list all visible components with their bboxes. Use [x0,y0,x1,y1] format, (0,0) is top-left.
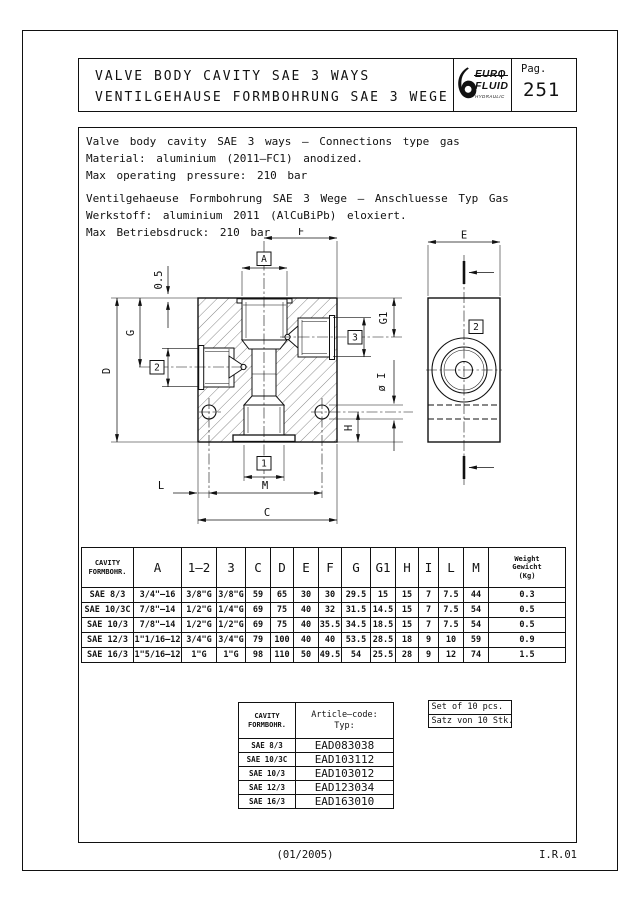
table-cell: 9 [419,633,439,648]
table-cell: 18.5 [371,618,396,633]
logo-hydraulic: HYDRAULIC [475,94,505,99]
table-cell: 34.5 [342,618,371,633]
table-cell: 53.5 [342,633,371,648]
table-cell: EAD163010 [296,795,394,809]
column-header: D [271,548,294,588]
table-cell: 40 [294,618,319,633]
table-cell: EAD103012 [296,767,394,781]
logo [453,59,511,111]
column-header: 1–2 [182,548,217,588]
table-cell: SAE 16/3 [239,795,296,809]
table-cell: 10 [439,633,464,648]
column-header: M [464,548,489,588]
table-cell: 3/8"G [182,588,217,603]
table-cell: 1"5/16–12 [134,648,182,663]
table-row [239,739,394,753]
column-header: G1 [371,548,396,588]
table-cell: 0.9 [489,633,566,648]
table-cell: 29.5 [342,588,371,603]
table-row [239,795,394,809]
table-cell: SAE 16/3 [82,648,134,663]
table-cell: SAE 10/3C [82,603,134,618]
table-row [239,767,394,781]
page-number-label: Pag. [521,63,547,75]
table-cell: 15 [396,618,419,633]
dim-label-m: M [261,480,269,492]
table-cell: 49.5 [319,648,342,663]
table-cell: 0.5 [489,618,566,633]
set-info-en: Set of 10 pcs. [429,701,511,715]
table-cell: 7 [419,618,439,633]
column-header: F [319,548,342,588]
dim-label-dia-i: ø I [376,372,388,392]
footer-reference: I.R.01 [539,849,577,861]
port-label-3: 3 [352,332,358,344]
table-cell: SAE 12/3 [82,633,134,648]
column-header: 3 [217,548,246,588]
column-header: A [134,548,182,588]
table-cell: 75 [271,618,294,633]
table-cell: 7/8"–14 [134,603,182,618]
port-label-2: 2 [154,362,160,374]
table-cell: 40 [294,603,319,618]
table-cell: 3/4"G [182,633,217,648]
table-cell: 54 [342,648,371,663]
table-cell: EAD103112 [296,753,394,767]
table-cell: 1"1/16–12 [134,633,182,648]
page-title-de: VENTILGEHAUSE FORMBOHRUNG SAE 3 WEGE [95,90,449,105]
header [78,58,577,112]
dim-label-d: D [101,367,113,375]
table-cell: 31.5 [342,603,371,618]
column-header: Article–code: Typ: [296,703,394,739]
table-cell: 3/4"–16 [134,588,182,603]
table-row [82,603,566,618]
column-header: CAVITY FORMBOHR. [82,548,134,588]
table-cell: EAD123034 [296,781,394,795]
table-cell: 7 [419,603,439,618]
description-line: Werkstoff: aluminium 2011 (AlCuBiPb) eloxiert. [86,209,407,222]
dim-label-e: E [460,229,468,242]
table-row [239,781,394,795]
table-cell: 3/8"G [217,588,246,603]
table-cell: 1/4"G [217,603,246,618]
table-cell: 1"G [217,648,246,663]
dim-label-a: A [261,254,267,265]
dim-label-f: F [297,228,305,238]
table-cell: 7/8"–14 [134,618,182,633]
dim-label-h: H [343,424,355,432]
table-cell: 50 [294,648,319,663]
column-header: G [342,548,371,588]
table-cell: 7.5 [439,588,464,603]
table-cell: 54 [464,603,489,618]
table-cell: 35.5 [319,618,342,633]
column-header: E [294,548,319,588]
table-row [82,618,566,633]
table-cell: 14.5 [371,603,396,618]
column-header: Weight Gewicht (Kg) [489,548,566,588]
table-cell: 40 [294,633,319,648]
table-cell: 1.5 [489,648,566,663]
column-header: H [396,548,419,588]
table-cell: 0.5 [489,603,566,618]
page-number: 251 [523,79,561,101]
description-line: Max operating pressure: 210 bar [86,169,308,182]
port-label-2-side: 2 [473,322,479,333]
table-row [82,588,566,603]
dim-label-offset: 0.5 [153,270,165,290]
table-cell: SAE 10/3C [239,753,296,767]
table-cell: SAE 10/3 [82,618,134,633]
column-header: C [246,548,271,588]
table-cell: 0.3 [489,588,566,603]
logo-text [475,69,508,99]
table-cell: 9 [419,648,439,663]
article-code-table [238,702,394,809]
table-cell: 25.5 [371,648,396,663]
description-line: Max Betriebsdruck: 210 bar [86,226,271,239]
table-cell: EAD083038 [296,739,394,753]
table-row [82,633,566,648]
front-view [198,298,337,442]
column-header: CAVITY FORMBOHR. [239,703,296,739]
technical-drawing [95,228,555,538]
dim-label-g: G [125,329,137,337]
footer-date: (01/2005) [276,849,334,861]
logo-fluid: FLUID [475,80,509,92]
logo-strike-line [474,75,508,76]
table-cell: 7 [419,588,439,603]
table-cell: 15 [371,588,396,603]
table-cell: 30 [294,588,319,603]
table-cell: 54 [464,618,489,633]
table-row [82,648,566,663]
description-line: Valve body cavity SAE 3 ways – Connections type gas [86,135,460,148]
table-cell: SAE 10/3 [239,767,296,781]
description-line: Ventilgehaeuse Formbohrung SAE 3 Wege – Anschluesse Typ Gas [86,192,509,205]
table-cell: 59 [464,633,489,648]
table-cell: 1/2"G [217,618,246,633]
set-info-box [428,700,512,728]
table-cell: 59 [246,588,271,603]
port-label-1: 1 [261,458,267,470]
table-cell: 75 [271,603,294,618]
table-cell: 110 [271,648,294,663]
table-cell: SAE 8/3 [239,739,296,753]
table-cell: 3/4"G [217,633,246,648]
table-cell: 1/2"G [182,618,217,633]
dim-label-g1: G1 [378,311,390,325]
table-cell: 28.5 [371,633,396,648]
table-cell: 40 [319,633,342,648]
table-cell: 65 [271,588,294,603]
dim-label-c: C [263,507,271,519]
description-en [86,133,509,184]
table-cell: 15 [396,588,419,603]
column-header: I [419,548,439,588]
table-cell: 44 [464,588,489,603]
table-cell: 69 [246,603,271,618]
table-row [239,753,394,767]
page-number-cell [511,59,576,111]
table-cell: 32 [319,603,342,618]
table-cell: 15 [396,603,419,618]
table-cell: 69 [246,618,271,633]
table-cell: SAE 8/3 [82,588,134,603]
table-cell: 98 [246,648,271,663]
table-cell: 1/2"G [182,603,217,618]
table-cell: 74 [464,648,489,663]
table-cell: 12 [439,648,464,663]
table-cell: 30 [319,588,342,603]
title-block [79,59,453,111]
page-title: VALVE BODY CAVITY SAE 3 WAYS [95,69,371,84]
table-cell: 18 [396,633,419,648]
table-cell: 100 [271,633,294,648]
column-header: L [439,548,464,588]
dimension-table [81,547,566,663]
dim-label-l: L [157,480,165,492]
table-cell: 79 [246,633,271,648]
set-info-de: Satz von 10 Stk. [431,715,514,726]
logo-strike-tick [501,70,502,79]
table-cell: 7.5 [439,603,464,618]
table-cell: SAE 12/3 [239,781,296,795]
table-cell: 1"G [182,648,217,663]
table-cell: 7.5 [439,618,464,633]
description-line: Material: aluminium (2011–FC1) anodized. [86,152,363,165]
table-cell: 28 [396,648,419,663]
